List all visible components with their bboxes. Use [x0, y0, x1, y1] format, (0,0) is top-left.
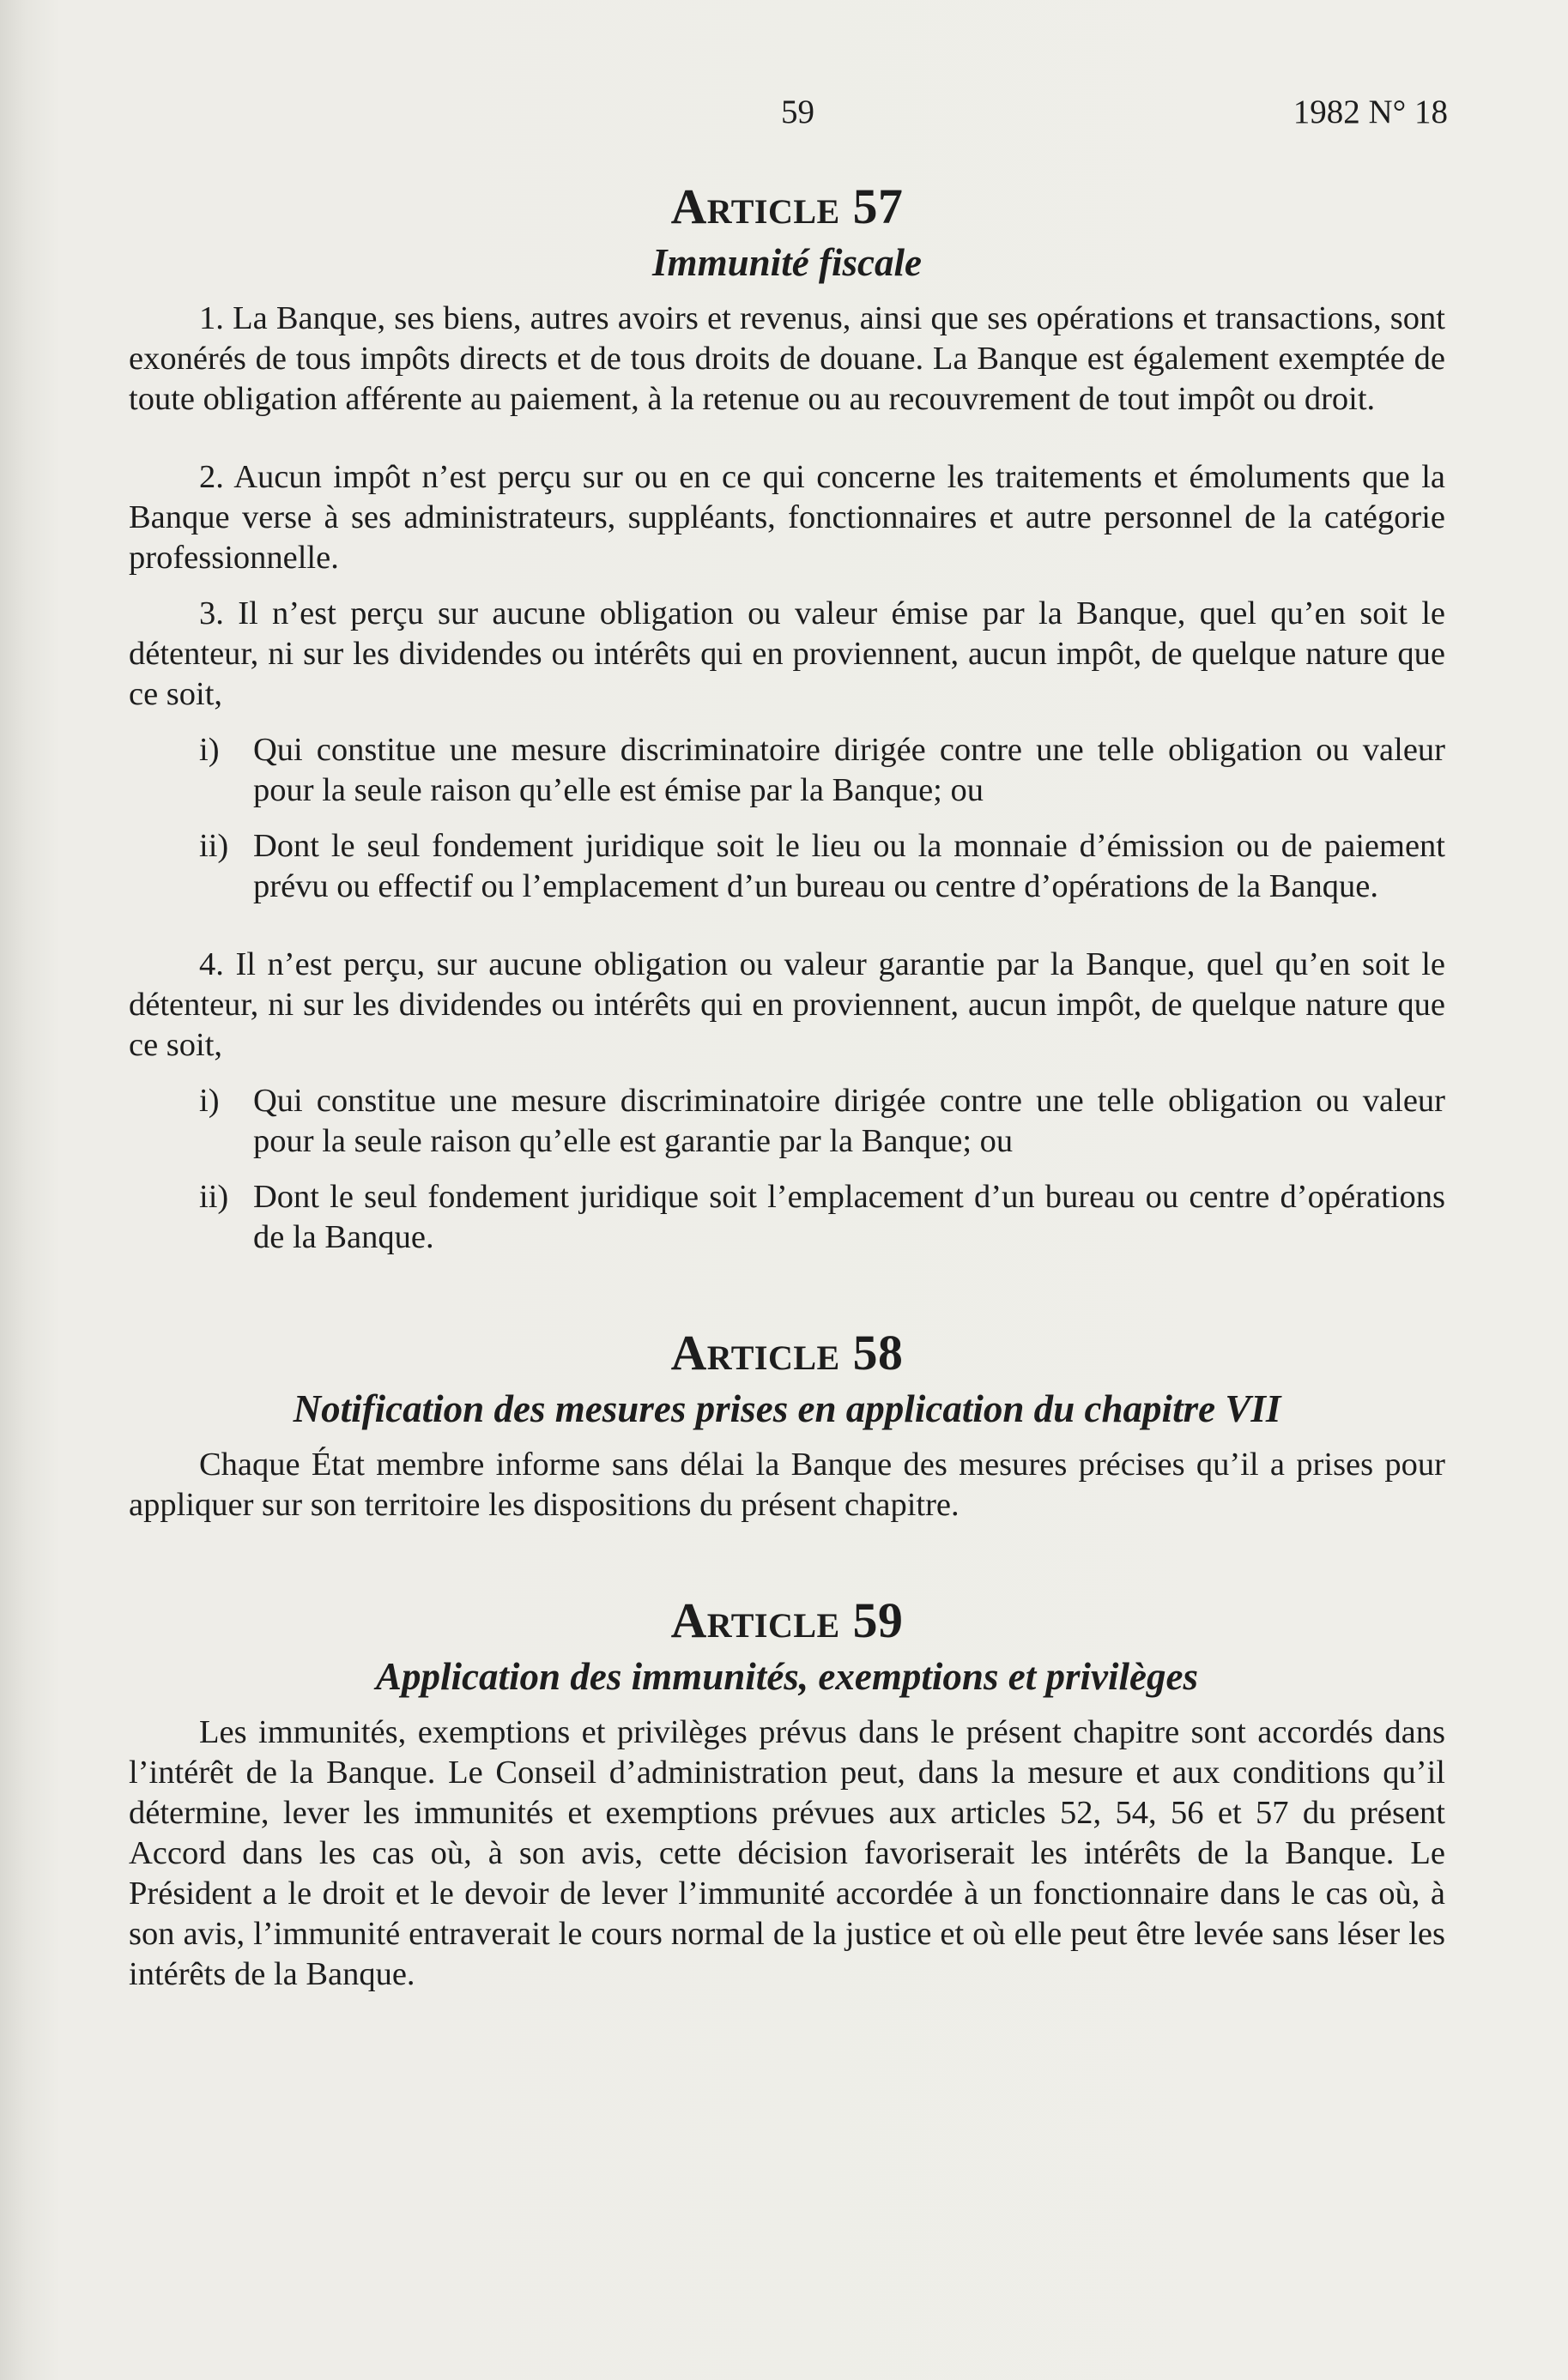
- article-57-paragraph-1: 1. La Banque, ses biens, autres avoirs et revenus, ainsi que ses opérations et transactions, sont exonérés de tous impôts directs et de tous droits de douane. La Banque est également exemptée de toute obligation afférente au paiement, à la retenue ou au recouvrement de tout impôt ou droit.: [129, 300, 1445, 417]
- article-59-subtitle: Application des immunités, exemptions et privilèges: [375, 1655, 1199, 1698]
- article-57-p4-item-1: [129, 1081, 1445, 1162]
- article-57-subtitle: Immunité fiscale: [652, 241, 922, 284]
- article-59: [129, 1594, 1445, 1995]
- article-57-p3-item-2: [129, 826, 1445, 907]
- article-58-paragraph-1: Chaque État membre informe sans délai la Banque des mesures précises qu’il a prises pour appliquer sur son territoire les dispositions du présent chapitre.: [129, 1447, 1445, 1523]
- article-57-paragraph-4: 4. Il n’est perçu, sur aucune obligation ou valeur garantie par la Banque, quel qu’en soit le détenteur, ni sur les dividendes ou intérêts qui en proviennent, aucun impôt, de quelque nature que ce soit,: [129, 946, 1445, 1063]
- list-marker: i): [199, 732, 220, 768]
- article-57-p3-item-1: [129, 730, 1445, 811]
- document-reference: 1982 N° 18: [1293, 94, 1448, 130]
- list-item-text: Dont le seul fondement juridique soit le lieu ou la monnaie d’émission ou de paiement prévu ou effectif ou l’emplacement d’un bureau ou centre d’opérations de la Banque.: [253, 828, 1445, 904]
- list-marker: ii): [199, 828, 229, 864]
- list-item-text: Qui constitue une mesure discriminatoire dirigée contre une telle obligation ou valeur pour la seule raison qu’elle est émise par la Banque; ou: [253, 732, 1445, 808]
- article-57: [129, 180, 1445, 1258]
- list-item-text: Qui constitue une mesure discriminatoire dirigée contre une telle obligation ou valeur pour la seule raison qu’elle est garantie par la Banque; ou: [253, 1083, 1445, 1159]
- article-58: [129, 1326, 1445, 1525]
- article-58-title: Article 58: [670, 1326, 904, 1380]
- article-57-paragraph-2: 2. Aucun impôt n’est perçu sur ou en ce qui concerne les traitements et émoluments que la Banque verse à ses administrateurs, suppléants, fonctionnaires et autre personnel de la catégorie professionnelle.: [129, 459, 1445, 576]
- page-content: [129, 180, 1445, 1995]
- page-header: [0, 93, 1568, 136]
- article-59-title: Article 59: [670, 1594, 904, 1648]
- article-58-subtitle: Notification des mesures prises en application du chapitre VII: [293, 1387, 1281, 1430]
- page-number: 59: [781, 94, 814, 130]
- list-marker: ii): [199, 1179, 229, 1215]
- article-59-paragraph-1: Les immunités, exemptions et privilèges prévus dans le présent chapitre sont accordés dans l’intérêt de la Banque. Le Conseil d’administration peut, dans la mesure et aux conditions qu’il détermine, lever les immunités et exemptions prévues aux articles 52, 54, 56 et 57 du présent Accord dans les cas où, à son avis, cette décision favoriserait les intérêts de la Banque. Le Président a le droit et le devoir de lever l’immunité accordée à un fonctionnaire dans le cas où, à son avis, l’immunité entraverait le cours normal de la justice et où elle peut être levée sans léser les intérêts de la Banque.: [129, 1714, 1445, 1992]
- article-57-paragraph-3: 3. Il n’est perçu sur aucune obligation ou valeur émise par la Banque, quel qu’en soit le détenteur, ni sur les dividendes ou intérêts qui en proviennent, aucun impôt, de quelque nature que ce soit,: [129, 595, 1445, 712]
- article-57-p4-item-2: [129, 1177, 1445, 1258]
- article-57-title: Article 57: [670, 180, 904, 234]
- list-item-text: Dont le seul fondement juridique soit l’emplacement d’un bureau ou centre d’opérations de la Banque.: [253, 1179, 1445, 1255]
- list-marker: i): [199, 1083, 220, 1119]
